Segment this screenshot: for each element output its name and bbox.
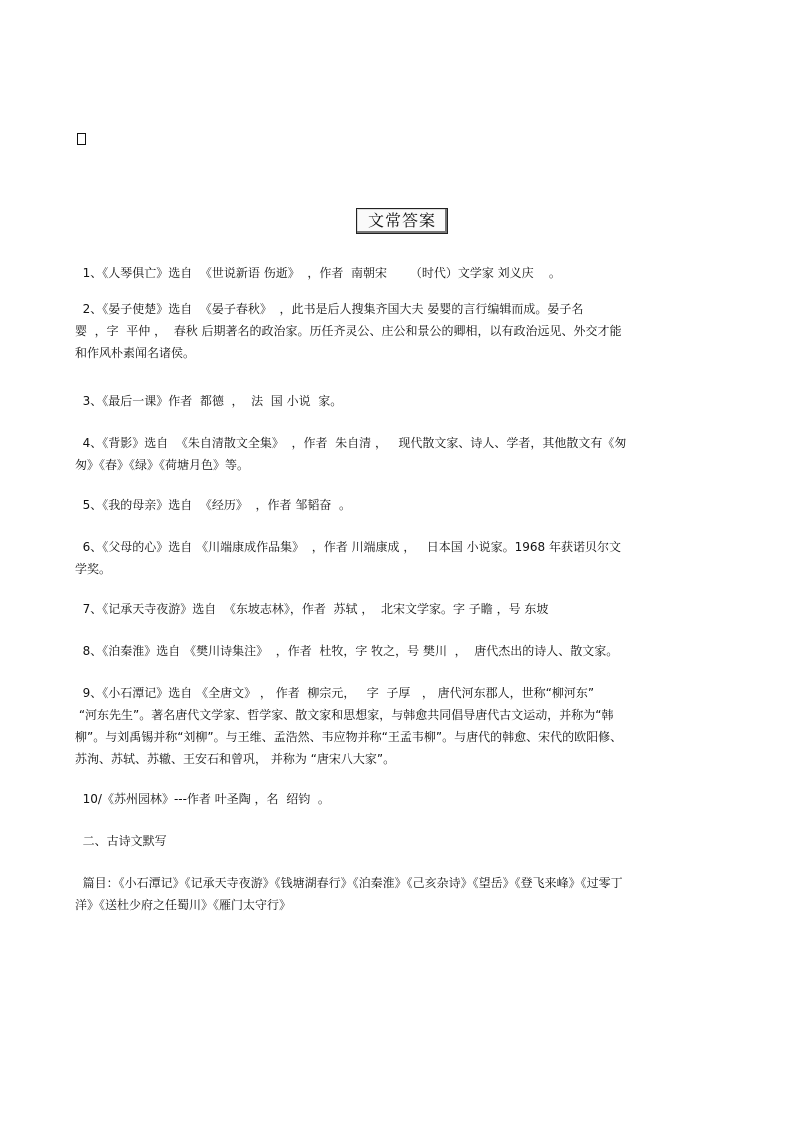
text-line: 6、《父母的心》选自 《川端康成作品集》 ，作者 川端康成 ， 日本国 小说家。1968 年获诺贝尔文: [75, 540, 621, 554]
item-5: [75, 494, 735, 516]
item-3: [75, 390, 735, 412]
text-line: 柳”。与刘禹锡并称“刘柳”。与王维、孟浩然、韦应物并称“王孟韦柳”。与唐代的韩愈、宋代的欧阳修、: [75, 730, 623, 744]
item-8: [75, 640, 735, 662]
text-line: 洋》《送杜少府之任蜀川》《雁门太守行》: [75, 898, 292, 912]
text-line: 10/《苏州园林》---作者 叶圣陶 ，名 绍钧 。: [75, 792, 330, 806]
text-line: 学奖。: [75, 562, 112, 576]
text-line: 2、《晏子使楚》选自 《晏子春秋》 ，此书是后人搜集齐国大夫 晏婴的言行编辑而成。晏子名: [75, 302, 584, 316]
text-line: 1、《人琴俱亡》选自 《世说新语 伤逝》 ，作者 南朝宋 （时代）文学家 刘义庆 。: [75, 266, 561, 280]
text-line: 9、《小石潭记》选自 《全唐文》 ， 作者 柳宗元， 字 子厚 ， 唐代河东郡人，世称“柳河东”: [75, 686, 595, 700]
text-line: 8、《泊秦淮》选自 《樊川诗集注》 ，作者 杜牧，字 牧之，号 樊川 ， 唐代杰出的诗人、散文家。: [75, 644, 619, 658]
text-line: 匆》《春》《绿》《荷塘月色》等。: [75, 458, 250, 472]
text-line: 3、《最后一课》作者 都德 ， 法 国 小说 家。: [75, 394, 343, 408]
text-line: 婴 ，字 平仲 ， 春秋 后期著名的政治家。历任齐灵公、庄公和景公的卿相，以有政治远见、外交才能: [75, 324, 622, 338]
item-9: [75, 682, 735, 770]
item-7: [75, 598, 735, 620]
text-line: 和作风朴素闻名诸侯。: [75, 346, 196, 360]
item-6: [75, 536, 735, 580]
text-line: 7、《记承天寺夜游》选自 《东坡志林》，作者 苏轼 ， 北宋文学家。字 子瞻 ，号 东坡: [75, 602, 549, 616]
text-line: 5、《我的母亲》选自 《经历》 ，作者 邹韬奋 。: [75, 498, 351, 512]
section-heading: [75, 830, 735, 852]
item-2: [75, 298, 735, 364]
text-line: 篇目：《小石潭记》《记承天寺夜游》《钱塘湖春行》《泊秦淮》《己亥杂诗》《望岳》《登飞来峰》《过零丁: [75, 876, 623, 890]
placeholder-box-icon: [77, 133, 86, 145]
item-list: [75, 872, 735, 916]
text-line: “河东先生”。著名唐代文学家、哲学家、散文家和思想家，与韩愈共同倡导唐代古文运动，并称为“韩: [75, 708, 614, 722]
text-line: 苏洵、苏轼、苏辙、王安石和曾巩， 并称为 “唐宋八大家”。: [75, 752, 396, 766]
page-title: 文常答案: [356, 208, 448, 234]
text-line: 二、古诗文默写: [75, 834, 167, 848]
item-1: [75, 262, 735, 284]
text-line: 4、《背影》选自 《朱自清散文全集》 ，作者 朱自清 ， 现代散文家、诗人、学者，其他散文有《匆: [75, 436, 627, 450]
item-10: [75, 788, 735, 810]
item-4: [75, 432, 735, 476]
